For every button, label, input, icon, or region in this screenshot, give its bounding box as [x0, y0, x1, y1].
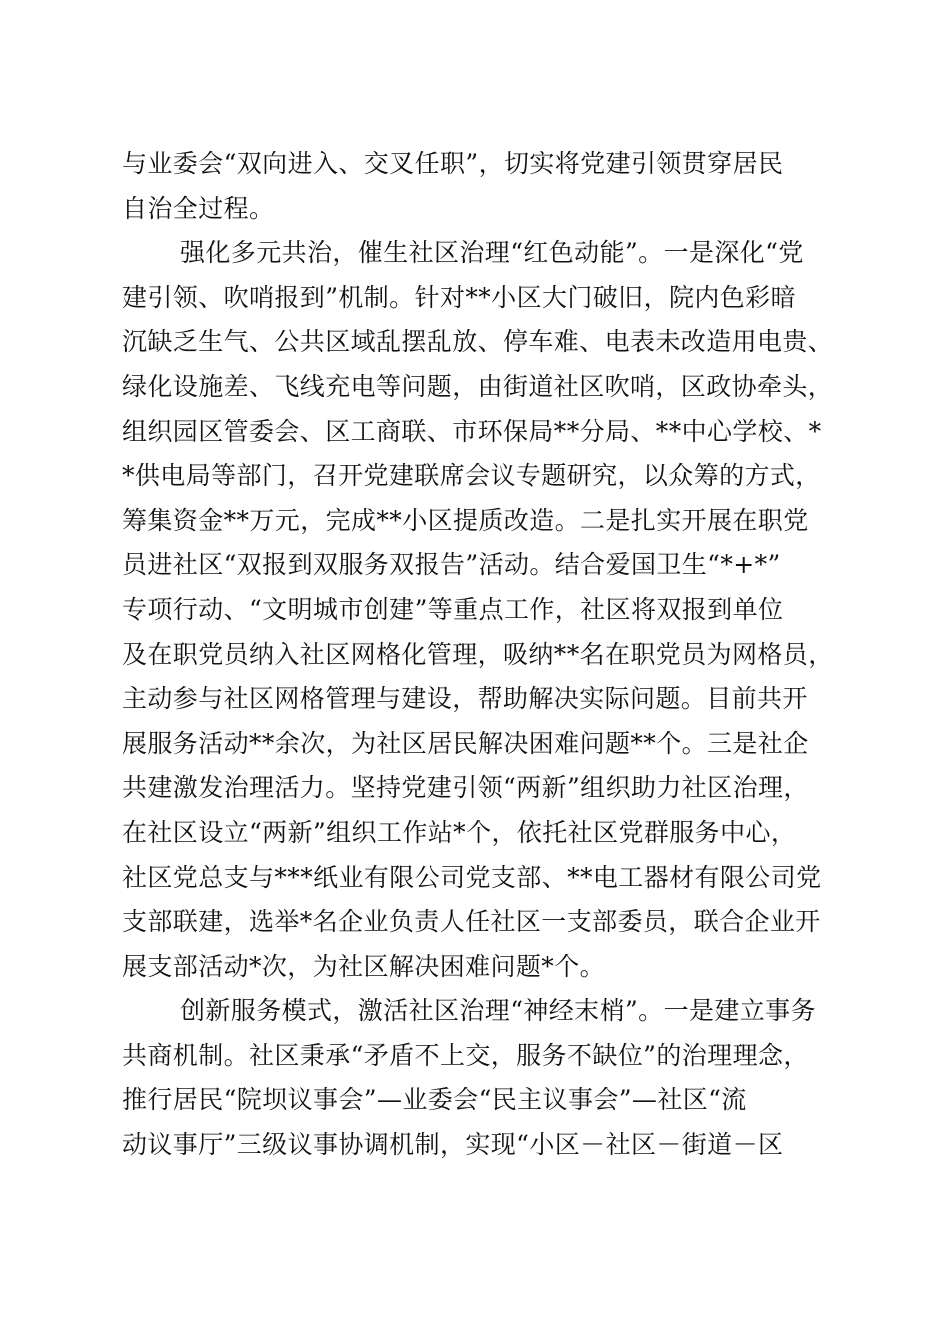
text-line: 与业委会“双向进入、交叉任职”，切实将党建引领贯穿居民	[122, 149, 784, 178]
text-line: 在社区设立“两新”组织工作站*个，依托社区党群服务中心，	[122, 817, 797, 847]
text-line: 共建激发治理活力。坚持党建引领“两新”组织助力社区治理，	[122, 773, 809, 803]
text-line: 推行居民“院坝议事会”—业委会“民主议事会”—社区“流	[122, 1085, 747, 1115]
text-line: 共商机制。社区秉承“矛盾不上交，服务不缺位”的治理理念，	[122, 1040, 809, 1070]
text-line: 专项行动、“文明城市创建”等重点工作，社区将双报到单位	[122, 594, 784, 624]
text-line: 筹集资金**万元，完成**小区提质改造。二是扎实开展在职党	[122, 505, 809, 535]
body-text	[122, 142, 842, 1168]
text-line: 支部联建，选举*名企业负责人任社区一支部委员，联合企业开	[122, 907, 821, 937]
text-line: 主动参与社区网格管理与建设，帮助解决实际问题。目前共开	[122, 684, 808, 714]
text-line: 自治全过程。	[122, 193, 275, 223]
paragraph-start-line: 强化多元共治，催生社区治理“红色动能”。一是深化“党	[180, 238, 804, 268]
text-line: 组织园区管委会、区工商联、市环保局**分局、**中心学校、*	[122, 416, 822, 446]
text-line: 动议事厅”三级议事协调机制，实现“小区－社区－街道－区	[122, 1130, 784, 1160]
text-line: 员进社区“双报到双服务双报告”活动。结合爱国卫生“*+*”	[122, 550, 781, 580]
text-line: 展支部活动*次，为社区解决困难问题*个。	[122, 951, 606, 981]
paragraph-start-line: 创新服务模式，激活社区治理“神经末梢”。一是建立事务	[180, 996, 816, 1026]
text-line: 沉缺乏生气、公共区域乱摆乱放、停车难、电表未改造用电贵、	[122, 327, 834, 357]
text-line: 建引领、吹哨报到”机制。针对**小区大门破旧，院内色彩暗	[122, 282, 796, 312]
text-line: 绿化设施差、飞线充电等问题，由街道社区吹哨，区政协牵头，	[122, 371, 834, 401]
text-line: 及在职党员纳入社区网格化管理，吸纳**名在职党员为网格员，	[122, 639, 834, 669]
text-line: 展服务活动**余次，为社区居民解决困难问题**个。三是社企	[122, 728, 809, 758]
text-line: *供电局等部门，召开党建联席会议专题研究，以众筹的方式，	[122, 461, 821, 491]
text-line: 社区党总支与***纸业有限公司党支部、**电工器材有限公司党	[122, 862, 822, 892]
